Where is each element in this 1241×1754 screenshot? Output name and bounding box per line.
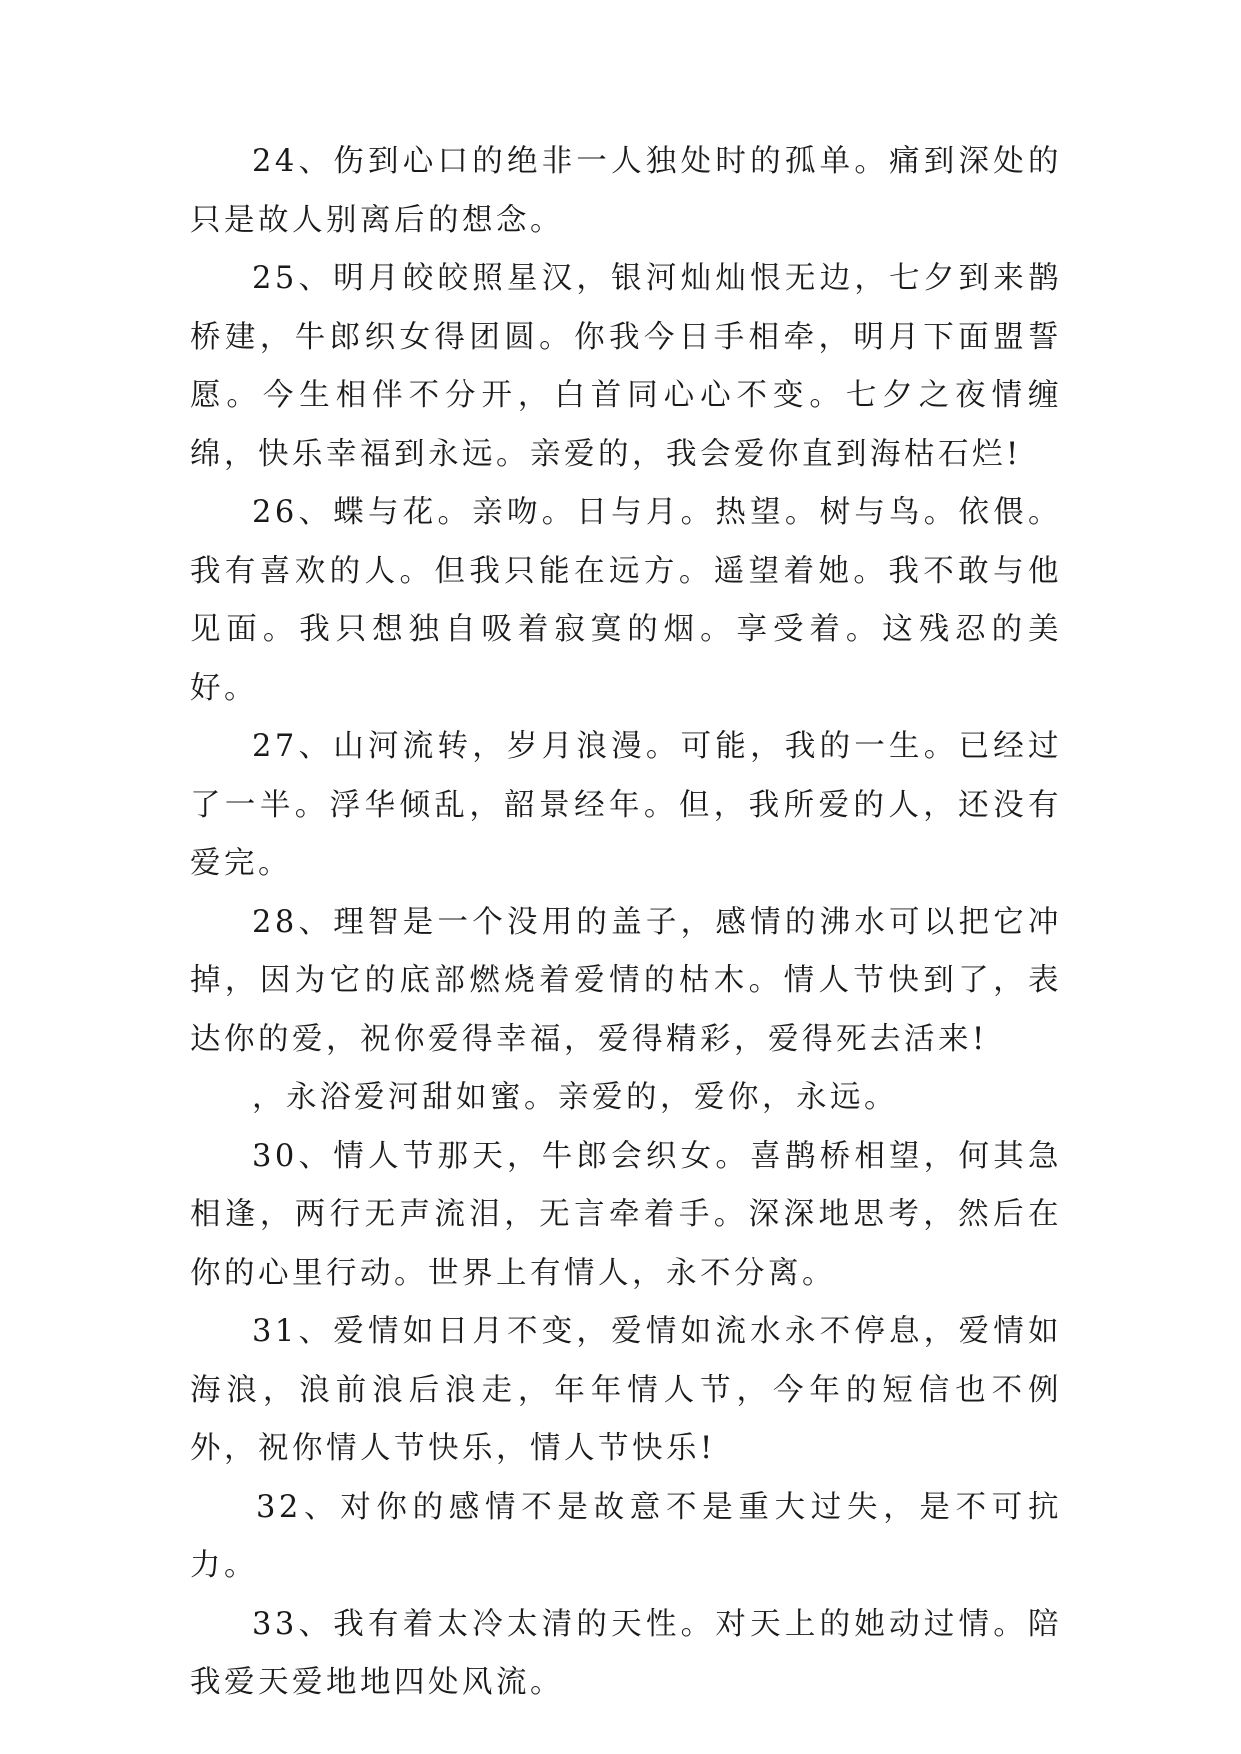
paragraph-29: ，永浴爱河甜如蜜。亲爱的，爱你，永远。	[252, 1080, 898, 1115]
document-page	[190, 133, 1062, 1713]
paragraph-26: 26、蝶与花。亲吻。日与月。热望。树与鸟。依偎。我有喜欢的人。但我只能在远方。遥望着她。我不敢与他见面。我只想独自吸着寂寞的烟。享受着。这残忍的美好。	[190, 495, 1062, 706]
paragraph-31: 31、爱情如日月不变，爱情如流水永不停息，爱情如海浪，浪前浪后浪走，年年情人节，今年的短信也不例外，祝你情人节快乐，情人节快乐!	[190, 1314, 1062, 1466]
paragraph-30: 30、情人节那天，牛郎会织女。喜鹊桥相望，何其急相逢，两行无声流泪，无言牵着手。深深地思考，然后在你的心里行动。世界上有情人，永不分离。	[190, 1138, 1062, 1291]
paragraph-24: 24、伤到心口的绝非一人独处时的孤单。痛到深处的只是故人别离后的想念。	[190, 144, 1062, 238]
paragraph-28: 28、理智是一个没用的盖子，感情的沸水可以把它冲掉，因为它的底部燃烧着爱情的枯木。情人节快到了，表达你的爱，祝你爱得幸福，爱得精彩，爱得死去活来!	[190, 904, 1062, 1057]
paragraph-32: 32、对你的感情不是故意不是重大过失，是不可抗力。	[190, 1489, 1062, 1583]
paragraph-33: 33、我有着太冷太清的天性。对天上的她动过情。陪我爱天爱地地四处风流。	[190, 1606, 1062, 1700]
paragraph-25: 25、明月皎皎照星汉，银河灿灿恨无边，七夕到来鹊桥建，牛郎织女得团圆。你我今日手相牵，明月下面盟誓愿。今生相伴不分开，白首同心心不变。七夕之夜情缠绵，快乐幸福到永远。亲爱的，我会爱你直到海枯石烂!	[190, 261, 1062, 472]
paragraph-27: 27、山河流转，岁月浪漫。可能，我的一生。已经过了一半。浮华倾乱，韶景经年。但，我所爱的人，还没有爱完。	[190, 729, 1062, 881]
